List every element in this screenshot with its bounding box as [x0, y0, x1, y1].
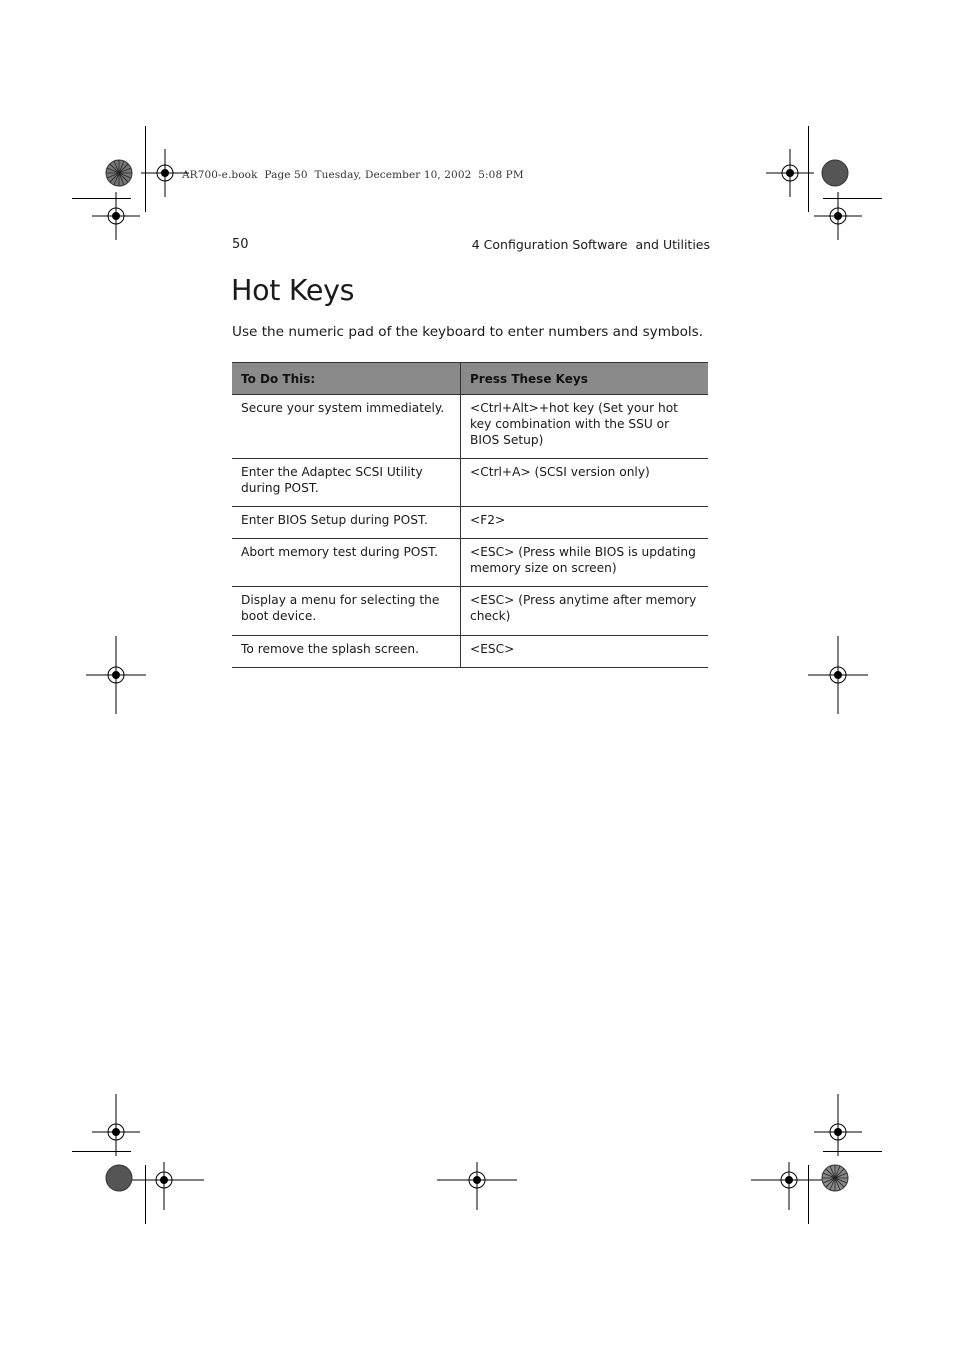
keys-cell: <ESC> (Press while BIOS is updating memory size on screen) [461, 539, 709, 587]
registration-crosshair-icon [141, 149, 189, 197]
registration-crosshair-icon [126, 1162, 204, 1210]
column-header-action: To Do This: [232, 363, 461, 395]
registration-crosshair-icon [814, 1094, 862, 1156]
registration-crosshair-icon [92, 192, 140, 240]
page-number: 50 [232, 237, 249, 252]
starburst-registration-icon [105, 159, 133, 187]
keys-cell: <ESC> [461, 636, 709, 668]
intro-paragraph: Use the numeric pad of the keyboard to enter numbers and symbols. [232, 324, 704, 340]
column-header-keys: Press These Keys [461, 363, 709, 395]
action-cell: Display a menu for selecting the boot device. [232, 587, 461, 636]
action-cell: Secure your system immediately. [232, 395, 461, 459]
density-circle-icon [821, 159, 849, 187]
action-cell: To remove the splash screen. [232, 636, 461, 668]
registration-crosshair-icon [808, 636, 868, 714]
action-cell: Enter the Adaptec SCSI Utility during POST. [232, 459, 461, 507]
registration-crosshair-icon [86, 636, 146, 714]
registration-crosshair-icon [437, 1162, 517, 1210]
keys-cell: <Ctrl+A> (SCSI version only) [461, 459, 709, 507]
density-circle-icon [105, 1164, 133, 1192]
registration-crosshair-icon [751, 1162, 829, 1210]
keys-cell: <Ctrl+Alt>+hot key (Set your hot key combination with the SSU or BIOS Setup) [461, 395, 709, 459]
print-header: AR700-e.book Page 50 Tuesday, December 10, 2002 5:08 PM [182, 169, 524, 181]
registration-crosshair-icon [814, 192, 862, 240]
action-cell: Enter BIOS Setup during POST. [232, 507, 461, 539]
running-head: 4 Configuration Software and Utilities [471, 237, 710, 252]
keys-cell: <ESC> (Press anytime after memory check) [461, 587, 709, 636]
action-cell: Abort memory test during POST. [232, 539, 461, 587]
starburst-registration-icon [821, 1164, 849, 1192]
page-title: Hot Keys [231, 274, 355, 307]
keys-cell: <F2> [461, 507, 709, 539]
registration-crosshair-icon [766, 149, 814, 197]
registration-crosshair-icon [92, 1094, 140, 1156]
